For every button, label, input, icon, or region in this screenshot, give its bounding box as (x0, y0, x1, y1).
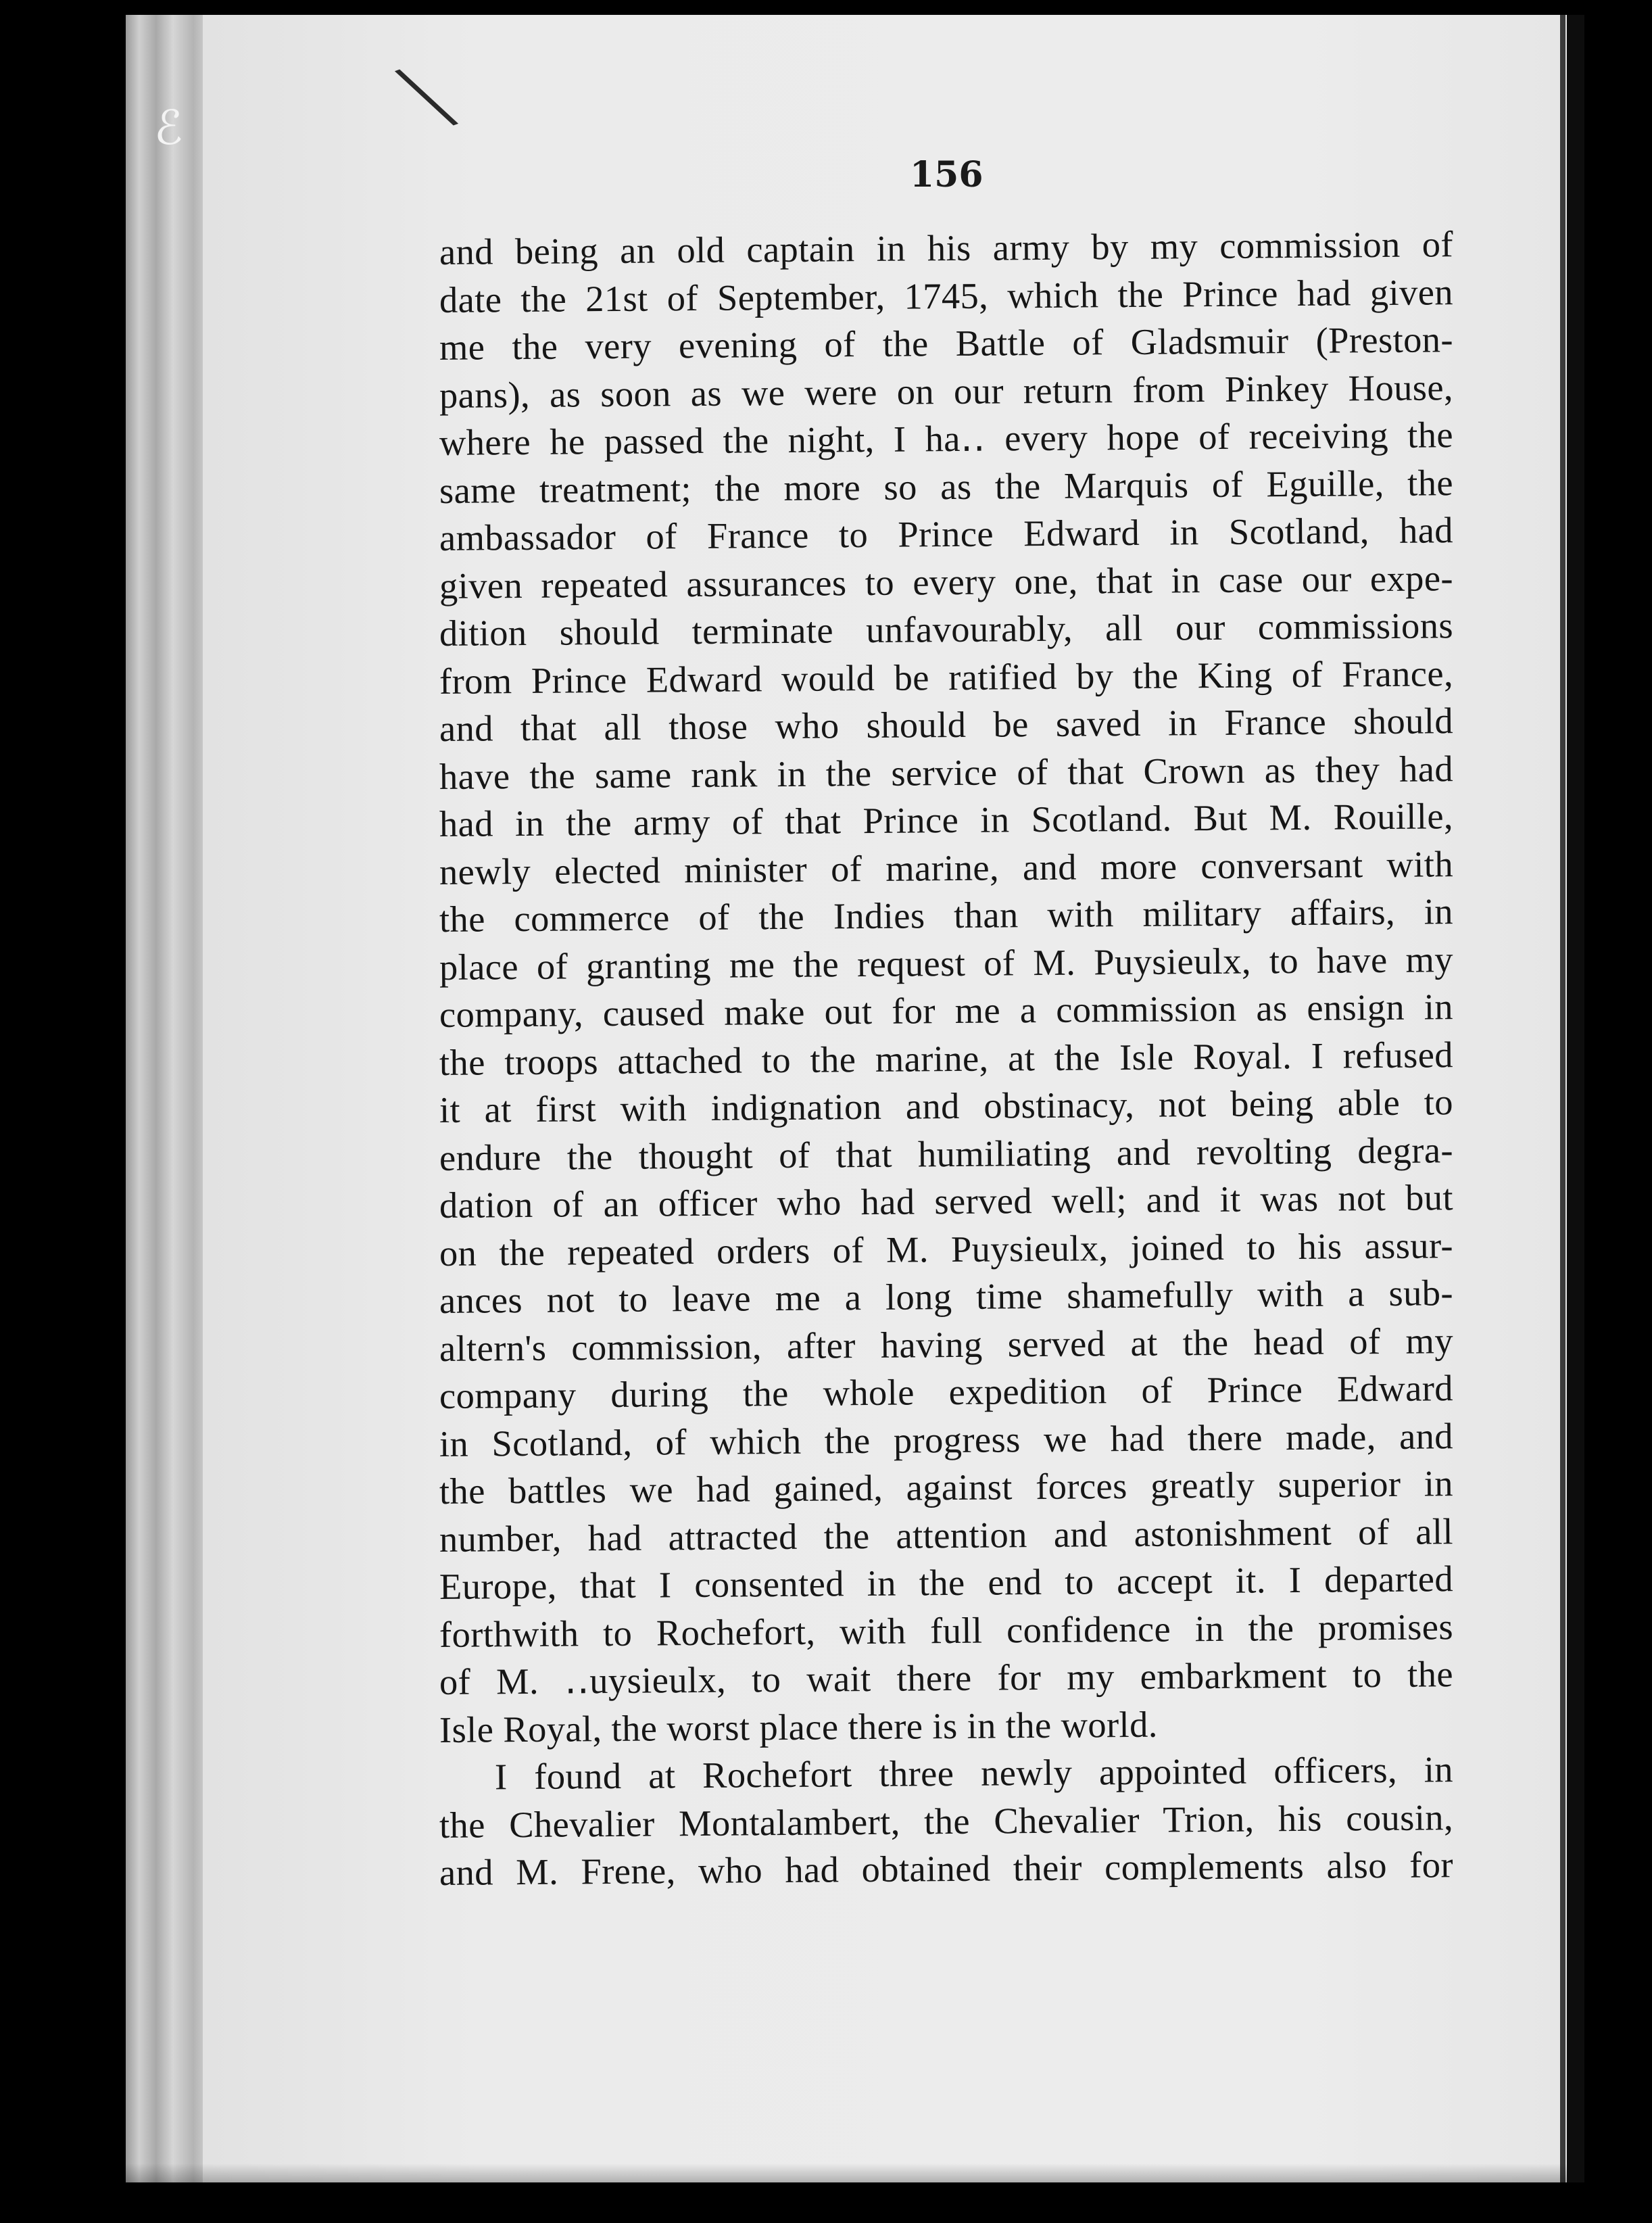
text-line: place of granting me the request of M. Puysieulx, to have my (439, 938, 1454, 988)
scan-scratch: ╲ (397, 57, 456, 138)
text-line: company during the whole expedition of Prince Edward (439, 1367, 1454, 1416)
text-line: and that all those who should be saved in France should (439, 700, 1454, 749)
text-line: on the repeated orders of M. Puysieulx, joined to his assur- (439, 1224, 1454, 1274)
text-line: pans), as soon as we were on our return from Pinkey House, (439, 366, 1454, 416)
text-line: and M. Frene, who had obtained their complements also for (439, 1844, 1454, 1893)
text-line: me the very evening of the Battle of Gladsmuir (Preston- (439, 318, 1454, 368)
text-line: in Scotland, of which the progress we had there made, and (439, 1414, 1454, 1464)
text-line: the battles we had gained, against forces greatly superior in (439, 1462, 1454, 1512)
text-line: of M. ․․uysieulx, to wait there for my embarkment to the (439, 1653, 1454, 1702)
bottom-shadow (126, 2164, 1567, 2182)
body-text (439, 223, 1454, 1897)
text-line: same treatment; the more so as the Marquis of Eguille, the (439, 461, 1454, 511)
text-line: forthwith to Rochefort, with full confidence in the promises (439, 1605, 1454, 1655)
text-line: had in the army of that Prince in Scotland. But M. Rouille, (439, 795, 1454, 844)
binding-shadow (1567, 15, 1584, 2182)
text-line: given repeated assurances to every one, that in case our expe- (439, 556, 1454, 606)
text-line: Europe, that I consented in the end to accept it. I departed (439, 1558, 1454, 1607)
text-line: from Prince Edward would be ratified by the King of France, (439, 652, 1454, 702)
text-line: where he passed the night, I ha․․ every hope of receiving the (439, 414, 1454, 463)
text-line: and being an old captain in his army by my commission of (439, 223, 1454, 272)
text-line: company, caused make out for me a commission as ensign in (439, 986, 1454, 1035)
text-line: the commerce of the Indies than with military affairs, in (439, 890, 1454, 940)
page-number: 156 (910, 154, 983, 195)
text-line: the troops attached to the marine, at the Isle Royal. I refused (439, 1033, 1454, 1083)
text-line: it at first with indignation and obstinacy, not being able to (439, 1081, 1454, 1130)
text-line: date the 21st of September, 1745, which the Prince had given (439, 270, 1454, 320)
text-line: the Chevalier Montalambert, the Chevalier Trion, his cousin, (439, 1796, 1454, 1846)
text-line: dition should terminate unfavourably, all our commissions (439, 604, 1454, 654)
scan-speck: ℰ (154, 100, 183, 156)
text-line: newly elected minister of marine, and more conversant with (439, 842, 1454, 892)
text-line: endure the thought of that humiliating and revolting degra- (439, 1128, 1454, 1178)
text-line: altern's commission, after having served at the head of my (439, 1319, 1454, 1369)
text-line: have the same rank in the service of that Crown as they had (439, 747, 1454, 797)
text-line: I found at Rochefort three newly appointed officers, in (494, 1748, 1454, 1798)
binding-shadow-inner (1560, 15, 1565, 2182)
text-line: ances not to leave me a long time shamefully with a sub- (439, 1272, 1454, 1321)
text-line: dation of an officer who had served well; and it was not but (439, 1176, 1454, 1226)
text-line: number, had attracted the attention and astonishment of all (439, 1510, 1454, 1560)
text-line: Isle Royal, the worst place there is in the world. (439, 1703, 1158, 1750)
text-line: ambassador of France to Prince Edward in Scotland, had (439, 509, 1454, 558)
